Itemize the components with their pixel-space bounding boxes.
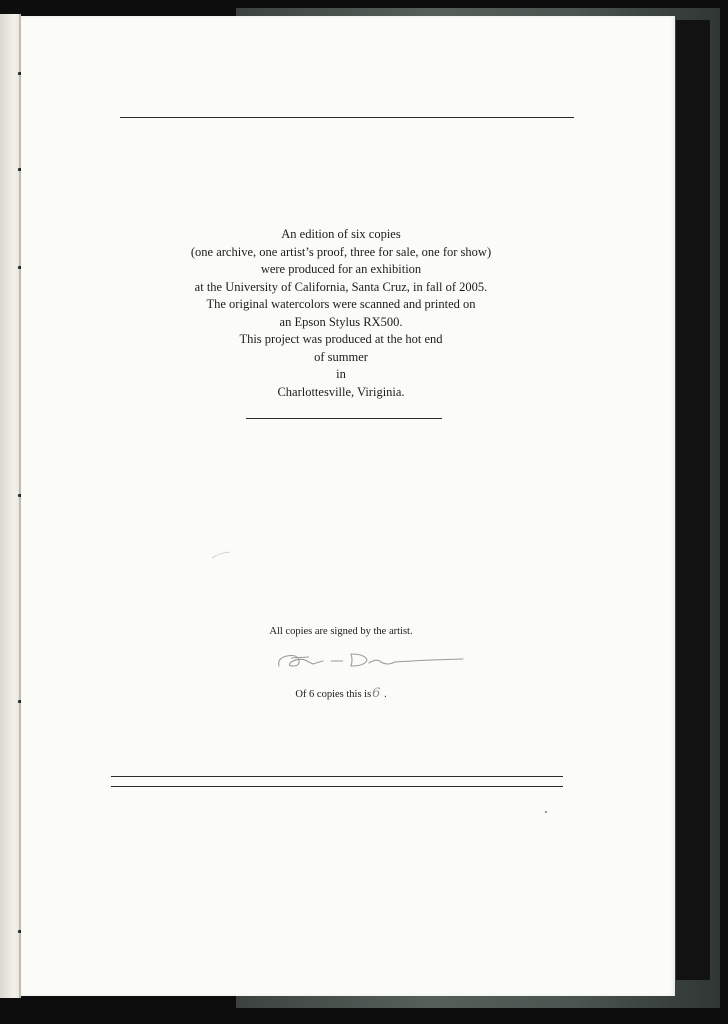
signed-note: All copies are signed by the artist. bbox=[269, 626, 413, 637]
colophon-line: at the University of California, Santa Cruz, in fall of 2005. bbox=[194, 279, 488, 294]
colophon-line: An edition of six copies bbox=[281, 227, 401, 241]
colophon-line: (one archive, one artist’s proof, three for sale, one for show) bbox=[190, 244, 492, 259]
facing-page-edge bbox=[0, 14, 20, 998]
bottom-rule-lower bbox=[111, 786, 563, 787]
colophon-line: of summer bbox=[314, 349, 368, 364]
top-rule bbox=[120, 117, 574, 118]
colophon-page bbox=[21, 16, 675, 996]
colophon-line: an Epson Stylus RX500. bbox=[279, 314, 403, 329]
colophon-rule bbox=[246, 418, 442, 419]
colophon-text bbox=[141, 226, 541, 401]
copy-number-line bbox=[201, 686, 481, 701]
pencil-mark bbox=[211, 551, 231, 559]
total-copies: 6 bbox=[309, 689, 315, 700]
colophon-line: in bbox=[336, 367, 346, 381]
colophon-line: This project was produced at the hot end bbox=[239, 332, 443, 346]
paper-speck bbox=[545, 811, 547, 813]
copy-suffix: . bbox=[384, 689, 387, 700]
book-cover-shadow bbox=[676, 20, 710, 980]
bottom-rule-upper bbox=[111, 776, 563, 777]
colophon-line: were produced for an exhibition bbox=[260, 262, 422, 276]
colophon-line: Charlottesville, Viriginia. bbox=[277, 384, 405, 399]
artist-signature bbox=[273, 644, 469, 674]
copy-middle: copies this is bbox=[316, 689, 372, 700]
copy-prefix: Of bbox=[295, 689, 307, 700]
handwritten-copy-number: 6 bbox=[372, 686, 381, 701]
colophon-line: The original watercolors were scanned and printed on bbox=[206, 297, 476, 311]
